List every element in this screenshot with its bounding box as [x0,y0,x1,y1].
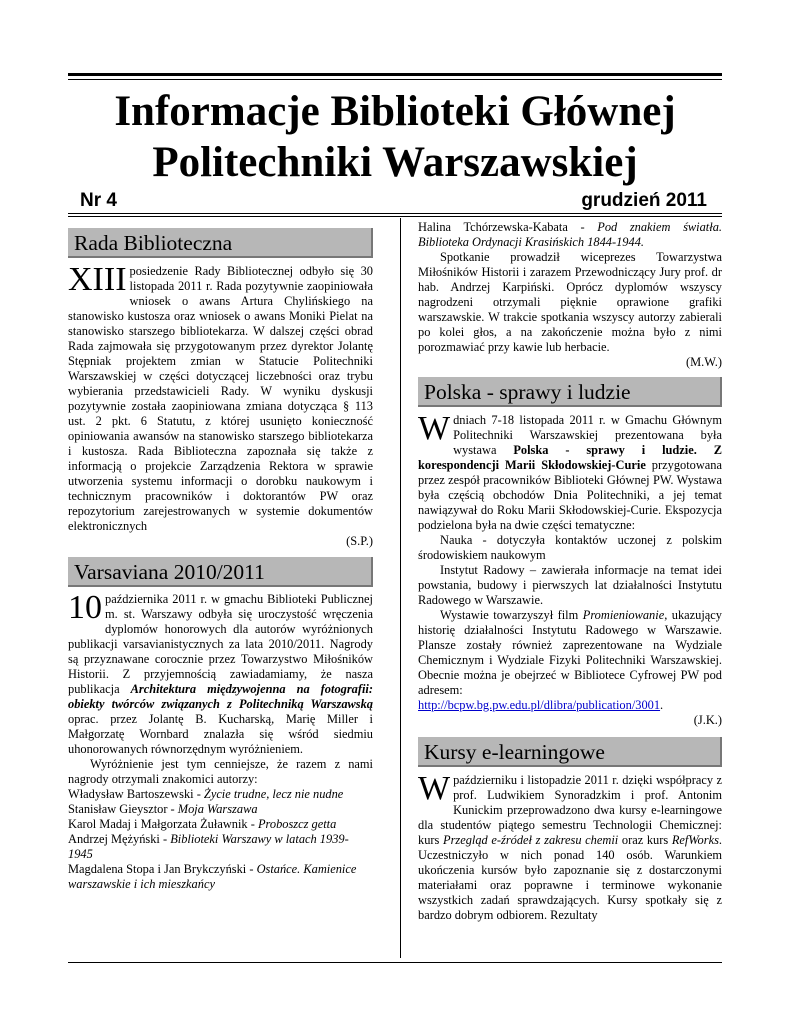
cont-para: Spotkanie prowadził wiceprezes Towarzystwa Miłośników Historii i zarazem Przewodniczący Jury prof. dr hab. Andrzej Karpiński. Oprócz dyplomów wszyscy nagrodzeni otrzymali pięknie oprawione grafiki warszawskie. W trakcie spotkania wszyscy autorzy zabierali po kolei głos, a na zakończenie można było z nimi porozmawiać przy kawie lub herbacie. [418,250,722,354]
drop-cap-w: W [418,410,451,447]
winner-work: Ostańce. Kamienice warszawskie i ich mieszkańcy [68,862,357,891]
varsaviana-text-b: oprac. przez Jolantę B. Kucharską, Marię Miller i Małgorzatę Wornbard znalazła się wśród siedmiu uhonorowanych równorzędnym wyróżnieniem. [68,712,373,756]
issue-number: Nr 4 [80,190,117,211]
polska-para-3 [418,608,722,698]
signature-sp: (S.P.) [346,534,373,548]
title-line-2: Politechniki Warszawskiej [152,139,638,186]
top-rule-thin [68,79,722,80]
drop-cap-xiii: XIII [68,261,127,298]
rada-text: posiedzenie Rady Bibliotecznej odbyło się 30 listopada 2011 r. Rada pozytywnie zaopiniowała wniosek o awans Artura Chylińskiego na stanowisko kustosza oraz wniosek o awans Moniki Pielat na stanowisko starszego bibliotekarza. W dalszej części obrad Rada zajmowała się przygotowanym przez dyrektor Jolantę Stępniak projektem zmian w Statucie Politechniki Warszawskiej w części dotyczącej liczebności oraz trybu wybierania przedstawicieli Rady. W wyniku dyskusji pozytywnie została zaopiniowana zmiana dotycząca § 113 ust. 2 pkt. 6 Statutu, z której usunięto konieczność opiniowania awansów na stanowisko starszego bibliotekarza i kustosza. Rada Biblioteczna zapoznała się także z informacją o projekcie Zarządzenia Rektora w sprawie utworzenia systemu informacji o dorobku naukowym i technicznym pracowników i doktorantów PW oraz repozytorium zarejestrowanych w systemie dokumentów elektronicznych [68,264,373,533]
left-column [68,228,373,892]
title-line-1: Informacje Biblioteki Głównej [114,88,676,135]
signature-jk: (J.K.) [693,713,722,727]
varsaviana-text-a: października 2011 r. w gmachu Biblioteki Publicznej m. st. Warszawy odbyła się uroczystość wręczenia dyplomów honorowych dla autorów wyróżnionych publikacji varsavianistycznych za lata 2010/2011. Nagrody są przyznawane corocznie przez Towarzystwo Miłośników Historii. Z przyjemnością zawiadamiamy, że nasza publikacja [68,592,373,696]
kursy-text-b: oraz kurs [618,833,672,847]
winner-work: Biblioteki Warszawy w latach 1939-1945 [68,832,349,861]
winner-authors: Władysław Bartoszewski - [68,787,204,801]
top-rule-thick [68,73,722,76]
winner-entry [68,862,373,892]
polska-text-a: dniach 7-18 listopada 2011 r. w Gmachu Głównym Politechniki Warszawskiej prezentowana była wystawa [453,413,722,457]
heading-polska: Polska - sprawy i ludzie [418,377,722,407]
winner-authors: Andrzej Mężyński - [68,832,171,846]
drop-cap-10: 10 [68,589,102,626]
winner-work: Moja Warszawa [177,802,258,816]
winner-entry [68,832,373,862]
course-title-2: RefWorks [671,833,719,847]
polska-text-b: przygotowana przez zespół pracowników Biblioteki Głównej PW. Wystawa była częścią obchodów Dnia Politechniki, a jej temat nawiązywał do Roku Marii Skłodowskiej-Curie. Ekspozycja podzielona była na dwie części tematyczne: [418,458,722,532]
publication-title: Architektura międzywojenna na fotografii: obiekty twórców związanych z Politechniką Warszawską [68,682,373,711]
issue-date: grudzień 2011 [581,190,707,211]
heading-varsaviana: Varsaviana 2010/2011 [68,557,373,587]
kursy-text-a: październiku i listopadzie 2011 r. dzięki współpracy z prof. Ludwikiem Synoradzkim i prof. Antonim Kunickim przeprowadzono dwa kursy e-learningowe dla studentów piątego semestru Technologii Chemicznej: kurs [418,773,722,847]
article-kursy [418,770,723,923]
article-varsaviana-continued [418,220,722,370]
kursy-text-c: . Uczestniczyło w nich ponad 140 osób. Warunkiem ukończenia kursów było zapoznanie się z dostarczonymi materiałami oraz poprawne i terminowe wykonanie wszystkich zadań sprawdzających. Kursy spotkały się z bardzo dobrym odbiorem. Rezultaty [418,833,723,922]
article-varsaviana [68,589,373,892]
heading-kursy: Kursy e-learningowe [418,737,722,767]
winner-entry [68,817,373,832]
polska-para3-a: Wystawie towarzyszył film [440,608,583,622]
article-rada [68,261,373,549]
winners-list [68,787,373,892]
polska-item-1: Nauka - dotyczyła kontaktów uczonej z polskim środowiskiem naukowym [418,533,722,562]
bottom-rule [68,962,722,963]
heading-rada-biblioteczna: Rada Biblioteczna [68,228,373,258]
winner-authors: Halina Tchórzewska-Kabata - [418,220,598,234]
winner-authors: Karol Madaj i Małgorzata Żuławnik - [68,817,258,831]
winner-work: Pod znakiem światła. Biblioteka Ordynacji Krasińskich 1844-1944. [418,220,722,249]
polska-item-2: Instytut Radowy – zawierała informacje na temat idei powstania, budowy i pierwszych lat działalności Instytutu Radowego w Warszawie. [418,563,722,607]
article-polska [418,410,722,728]
winner-authors: Magdalena Stopa i Jan Brykczyński - [68,862,257,876]
publication-link[interactable]: http://bcpw.bg.pw.edu.pl/dlibra/publication/3001 [418,698,661,712]
winner-work: Życie trudne, lecz nie nudne [203,787,344,801]
header-rule-2 [68,216,722,217]
film-title: Promieniowanie [582,608,665,622]
winner-entry [68,787,373,802]
link-tail: . [660,698,664,712]
signature-mw: (M.W.) [685,355,722,369]
varsaviana-para-2: Wyróżnienie jest tym cenniejsze, że razem z nami nagrody otrzymali znakomici autorzy: [68,757,373,786]
course-title-1: Przegląd e-źródeł z zakresu chemii [443,833,619,847]
winner-authors: Stanisław Gieysztor - [68,802,178,816]
winner-work: Proboszcz getta [257,817,337,831]
column-divider [400,218,401,958]
drop-cap-w-2: W [418,770,451,807]
header-rule-1 [68,213,722,214]
newsletter-title [68,86,722,188]
right-column [418,220,722,923]
polska-para3-b: , ukazujący historię działalności Instytutu Radowego w Warszawie. Plansze zostały również zaprezentowane na Wydziale Chemicznym i Wydziale Fizyki Politechniki Warszawskiej. Obecnie można je obejrzeć w Bibliotece Cyfrowej PW pod adresem: [418,608,722,697]
winner-entry [68,802,373,817]
exhibition-title: Polska - sprawy i ludzie. Z korespondencji Marii Skłodowskiej-Curie [418,443,722,472]
